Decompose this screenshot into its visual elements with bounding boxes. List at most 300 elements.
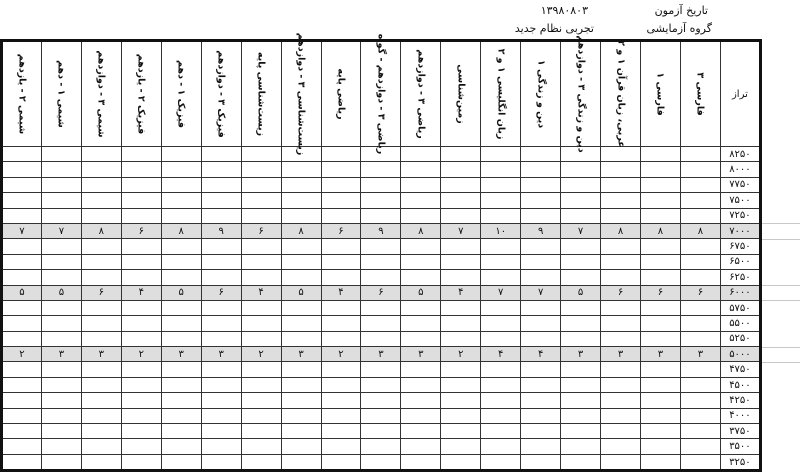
score-cell: ۵ [2, 285, 42, 300]
column-header [441, 41, 481, 147]
row-guide-line [762, 223, 800, 224]
score-cell [601, 393, 641, 408]
column-header-label: شیمی ۱ - دهم [55, 60, 67, 128]
score-cell: ۶ [321, 223, 361, 238]
score-cell [641, 424, 681, 439]
taraz-value: ۵۰۰۰ [720, 347, 760, 362]
score-cell [521, 408, 561, 423]
score-cell [401, 270, 441, 285]
score-cell [641, 239, 681, 254]
score-cell [2, 177, 42, 192]
score-cell [241, 254, 281, 269]
score-cell [281, 239, 321, 254]
score-cell [41, 300, 81, 315]
score-cell: ۳ [41, 347, 81, 362]
score-cell [561, 424, 601, 439]
taraz-value: ۶۰۰۰ [720, 285, 760, 300]
score-cell [2, 254, 42, 269]
score-cell [2, 439, 42, 454]
test-group-label: گروه آزمایشی [646, 22, 712, 35]
score-cell [401, 177, 441, 192]
score-cell [41, 408, 81, 423]
score-cell [521, 362, 561, 377]
taraz-score-table [0, 32, 762, 472]
column-header-label: فیزیک ۳ - دوازدهم [215, 50, 227, 138]
score-cell [241, 177, 281, 192]
score-cell [201, 362, 241, 377]
score-cell [680, 424, 720, 439]
score-cell [521, 254, 561, 269]
score-cell [41, 377, 81, 392]
score-cell: ۹ [201, 223, 241, 238]
taraz-value: ۷۰۰۰ [720, 223, 760, 238]
score-cell [241, 270, 281, 285]
score-cell [241, 331, 281, 346]
exam-date-label: تاریخ آزمون [654, 4, 708, 17]
table-row [2, 285, 761, 300]
score-cell [441, 362, 481, 377]
score-cell: ۶ [81, 285, 121, 300]
score-cell [521, 377, 561, 392]
score-cell [481, 454, 521, 470]
score-cell [641, 254, 681, 269]
score-cell [441, 162, 481, 177]
score-cell [601, 300, 641, 315]
score-cell [121, 454, 161, 470]
score-cell [121, 254, 161, 269]
score-cell [281, 454, 321, 470]
score-cell [321, 177, 361, 192]
score-cell [281, 377, 321, 392]
score-cell [281, 393, 321, 408]
score-cell [441, 193, 481, 208]
score-cell: ۳ [361, 347, 401, 362]
score-cell [81, 377, 121, 392]
exam-date-value: ۱۳۹۸۰۸۰۳ [540, 4, 588, 17]
score-cell [161, 362, 201, 377]
score-cell [201, 193, 241, 208]
score-cell [441, 147, 481, 162]
score-cell [161, 408, 201, 423]
score-cell [441, 393, 481, 408]
score-cell: ۲ [321, 347, 361, 362]
score-cell: ۳ [401, 347, 441, 362]
score-cell [281, 424, 321, 439]
score-cell [241, 300, 281, 315]
score-cell [2, 408, 42, 423]
score-cell [121, 162, 161, 177]
score-cell: ۵ [401, 285, 441, 300]
score-cell [321, 254, 361, 269]
score-cell [241, 393, 281, 408]
score-cell [121, 439, 161, 454]
score-cell [361, 454, 401, 470]
column-header [201, 41, 241, 147]
score-cell [41, 439, 81, 454]
score-cell [2, 270, 42, 285]
score-cell [241, 239, 281, 254]
score-cell [321, 208, 361, 223]
score-cell: ۲ [121, 347, 161, 362]
score-cell [601, 316, 641, 331]
score-cell [121, 362, 161, 377]
score-cell [121, 316, 161, 331]
score-cell [361, 424, 401, 439]
column-header [481, 41, 521, 147]
score-cell [241, 439, 281, 454]
score-cell [401, 362, 441, 377]
score-cell [81, 362, 121, 377]
score-cell: ۷ [2, 223, 42, 238]
score-cell [401, 254, 441, 269]
column-header [161, 41, 201, 147]
score-cell [680, 316, 720, 331]
score-cell: ۶ [201, 285, 241, 300]
score-cell [401, 316, 441, 331]
score-cell [201, 331, 241, 346]
score-cell [201, 208, 241, 223]
column-header [241, 41, 281, 147]
table-row [2, 162, 761, 177]
score-cell: ۷ [561, 223, 601, 238]
score-cell [161, 208, 201, 223]
score-cell: ۴ [121, 285, 161, 300]
score-cell [601, 439, 641, 454]
score-cell [641, 408, 681, 423]
score-cell [201, 439, 241, 454]
score-cell [680, 377, 720, 392]
score-cell [441, 377, 481, 392]
score-cell [241, 316, 281, 331]
score-cell [521, 162, 561, 177]
column-header-label: شیمی ۲ - یازدهم [16, 53, 28, 135]
score-cell [201, 454, 241, 470]
score-cell: ۵ [561, 285, 601, 300]
score-cell [521, 424, 561, 439]
score-cell [521, 300, 561, 315]
score-cell [601, 193, 641, 208]
taraz-value: ۵۷۵۰ [720, 300, 760, 315]
taraz-value: ۳۵۰۰ [720, 439, 760, 454]
column-header-label: شیمی ۳ - دوازدهم [95, 50, 107, 138]
score-cell [641, 377, 681, 392]
score-cell [641, 454, 681, 470]
score-cell [281, 162, 321, 177]
score-cell [281, 193, 321, 208]
score-cell [521, 177, 561, 192]
score-cell [481, 408, 521, 423]
score-cell: ۴ [241, 285, 281, 300]
score-cell [680, 162, 720, 177]
table-row [2, 193, 761, 208]
score-cell [41, 162, 81, 177]
score-cell: ۳ [641, 347, 681, 362]
score-cell [680, 331, 720, 346]
score-cell [361, 254, 401, 269]
score-cell [680, 239, 720, 254]
column-header [601, 41, 641, 147]
score-cell [201, 162, 241, 177]
score-cell: ۳ [561, 347, 601, 362]
score-cell [321, 270, 361, 285]
table-row [2, 347, 761, 362]
row-guide-line [762, 362, 800, 363]
score-cell: ۳ [81, 347, 121, 362]
score-cell [201, 300, 241, 315]
table-row [2, 439, 761, 454]
row-guide-line [762, 285, 800, 286]
score-cell [680, 362, 720, 377]
score-cell [41, 239, 81, 254]
score-cell [281, 208, 321, 223]
score-cell [281, 439, 321, 454]
score-cell [641, 439, 681, 454]
score-cell [81, 393, 121, 408]
score-cell [321, 454, 361, 470]
score-cell [121, 270, 161, 285]
score-cell [121, 331, 161, 346]
score-cell [121, 408, 161, 423]
score-cell: ۱۰ [481, 223, 521, 238]
score-cell [241, 193, 281, 208]
score-cell [401, 408, 441, 423]
score-cell: ۴ [481, 347, 521, 362]
score-cell [41, 254, 81, 269]
score-cell [481, 254, 521, 269]
table-row [2, 454, 761, 470]
column-header-label: دین و زندگی ۳ - دوازدهم [575, 35, 587, 153]
table-row [2, 424, 761, 439]
score-cell [561, 239, 601, 254]
score-cell [321, 362, 361, 377]
score-cell [81, 300, 121, 315]
taraz-value: ۶۷۵۰ [720, 239, 760, 254]
score-cell [521, 454, 561, 470]
score-cell [641, 362, 681, 377]
score-cell [561, 177, 601, 192]
score-cell [201, 424, 241, 439]
score-cell [601, 454, 641, 470]
score-cell [2, 424, 42, 439]
score-cell: ۸ [641, 223, 681, 238]
score-cell: ۷ [521, 285, 561, 300]
score-cell: ۸ [281, 223, 321, 238]
score-cell [561, 193, 601, 208]
score-cell [81, 316, 121, 331]
score-cell [601, 331, 641, 346]
score-cell [281, 300, 321, 315]
score-cell [361, 331, 401, 346]
score-cell: ۳ [680, 347, 720, 362]
score-cell [601, 147, 641, 162]
score-cell [361, 377, 401, 392]
score-cell [481, 162, 521, 177]
score-cell: ۳ [201, 347, 241, 362]
score-cell [441, 208, 481, 223]
score-cell: ۲ [241, 347, 281, 362]
score-cell [2, 377, 42, 392]
score-cell [2, 393, 42, 408]
column-header-label: فیزیک ۲ - یازدهم [135, 53, 147, 135]
row-guide-line [762, 300, 800, 301]
score-cell [2, 147, 42, 162]
score-cell [201, 177, 241, 192]
table-row [2, 177, 761, 192]
taraz-table-container [0, 32, 762, 472]
score-cell [641, 270, 681, 285]
score-cell [361, 362, 401, 377]
score-cell [361, 208, 401, 223]
score-cell [161, 424, 201, 439]
score-cell [121, 193, 161, 208]
test-group-value: تجربی نظام جدید [514, 22, 594, 35]
score-cell [121, 177, 161, 192]
score-cell [481, 270, 521, 285]
column-header-label: زمین‌شناسی [455, 64, 467, 124]
score-cell [401, 300, 441, 315]
score-cell [161, 162, 201, 177]
score-cell [321, 316, 361, 331]
score-cell [81, 177, 121, 192]
score-cell [401, 331, 441, 346]
score-cell [81, 254, 121, 269]
column-header [641, 41, 681, 147]
score-cell [521, 239, 561, 254]
score-cell [41, 454, 81, 470]
score-cell [441, 254, 481, 269]
taraz-value: ۵۵۰۰ [720, 316, 760, 331]
column-header [401, 41, 441, 147]
score-cell [641, 177, 681, 192]
score-cell [601, 208, 641, 223]
score-cell [121, 377, 161, 392]
table-row [2, 300, 761, 315]
column-header [561, 35, 601, 153]
taraz-value: ۶۲۵۰ [720, 270, 760, 285]
score-cell [41, 393, 81, 408]
score-cell [561, 362, 601, 377]
score-cell [361, 162, 401, 177]
score-cell [561, 254, 601, 269]
score-cell [321, 377, 361, 392]
score-cell [561, 270, 601, 285]
score-cell [601, 408, 641, 423]
score-cell [561, 316, 601, 331]
score-cell [441, 316, 481, 331]
score-cell [161, 316, 201, 331]
score-cell [41, 177, 81, 192]
score-cell: ۳ [161, 347, 201, 362]
score-cell [201, 254, 241, 269]
score-cell [201, 377, 241, 392]
column-header-label: عربی، زبان قرآن ۱ و ۲ [615, 40, 627, 148]
score-cell [41, 362, 81, 377]
score-cell [680, 454, 720, 470]
score-cell [241, 162, 281, 177]
table-row [2, 362, 761, 377]
column-header [361, 33, 401, 155]
taraz-value: ۴۰۰۰ [720, 408, 760, 423]
score-cell: ۲ [441, 347, 481, 362]
score-cell [161, 239, 201, 254]
score-cell [81, 408, 121, 423]
score-cell: ۵ [281, 285, 321, 300]
score-cell: ۶ [680, 285, 720, 300]
score-cell [2, 193, 42, 208]
score-cell [441, 331, 481, 346]
score-cell [81, 147, 121, 162]
score-cell [361, 408, 401, 423]
score-cell [361, 239, 401, 254]
score-cell [361, 300, 401, 315]
score-cell [680, 408, 720, 423]
column-header-label: زیست‌شناسی پایه [255, 51, 267, 137]
score-cell [481, 439, 521, 454]
score-cell [121, 147, 161, 162]
score-cell [601, 270, 641, 285]
score-cell: ۸ [81, 223, 121, 238]
score-cell [41, 193, 81, 208]
score-cell: ۳ [281, 347, 321, 362]
score-cell [41, 208, 81, 223]
score-cell: ۷ [441, 223, 481, 238]
score-cell [81, 270, 121, 285]
score-cell [2, 162, 42, 177]
score-cell [481, 331, 521, 346]
score-cell [561, 408, 601, 423]
score-cell [201, 270, 241, 285]
score-cell [201, 316, 241, 331]
score-cell [601, 424, 641, 439]
score-cell [680, 147, 720, 162]
score-cell [561, 162, 601, 177]
column-header-label: فارسی ۳ [694, 72, 706, 116]
score-cell [641, 300, 681, 315]
score-cell [641, 147, 681, 162]
score-cell: ۸ [161, 223, 201, 238]
column-header [281, 32, 321, 156]
score-cell [601, 239, 641, 254]
score-cell [281, 362, 321, 377]
score-cell [481, 316, 521, 331]
score-cell [441, 439, 481, 454]
score-cell [641, 208, 681, 223]
score-cell [481, 239, 521, 254]
table-header-row [2, 41, 761, 147]
score-cell [161, 147, 201, 162]
score-cell [161, 439, 201, 454]
score-cell [321, 408, 361, 423]
score-cell: ۷ [41, 223, 81, 238]
table-row [2, 223, 761, 238]
score-cell [161, 331, 201, 346]
score-cell [241, 208, 281, 223]
score-cell [481, 177, 521, 192]
score-cell [521, 316, 561, 331]
score-cell [121, 424, 161, 439]
score-cell [81, 162, 121, 177]
score-cell [481, 300, 521, 315]
score-cell [641, 193, 681, 208]
score-cell [201, 147, 241, 162]
score-cell [561, 439, 601, 454]
score-cell [321, 300, 361, 315]
score-cell [361, 177, 401, 192]
row-guide-line [762, 347, 800, 348]
score-cell [481, 377, 521, 392]
column-header-label: ریاضی ۳ - دوازدهم [415, 49, 427, 139]
row-guide-line [762, 239, 800, 240]
